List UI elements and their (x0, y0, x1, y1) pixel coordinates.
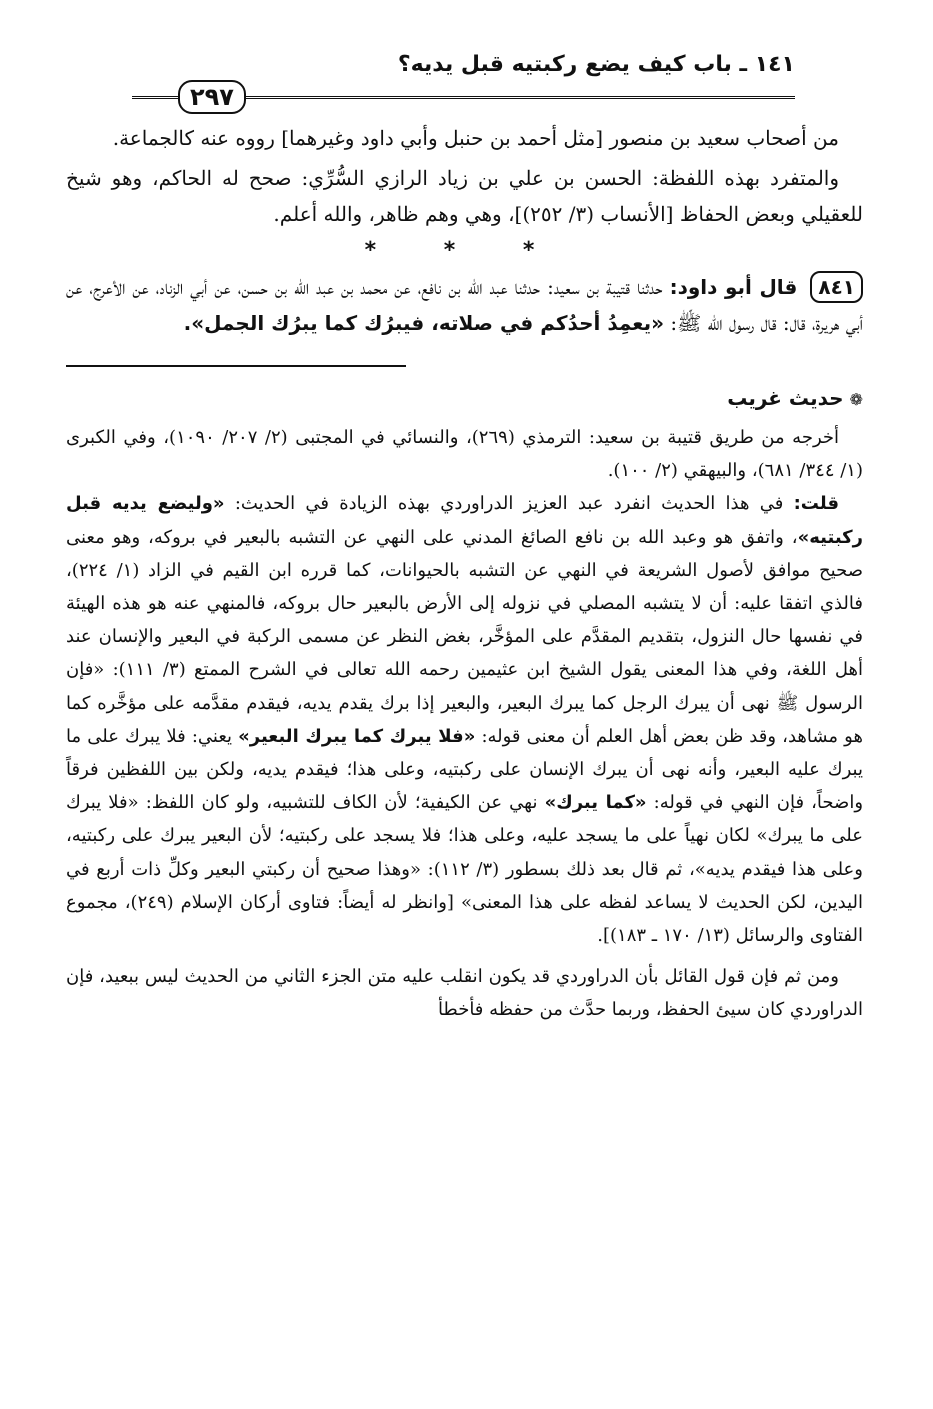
hadith-speaker: قال أبو داود: (669, 275, 798, 299)
commentary-quote-2: «فلا يبرك كما يبرك البعير» (238, 725, 476, 747)
section-separator: * * * (364, 238, 565, 263)
hadith-text: حدثنا قتيبة بن سعيد: حدثنا عبد الله بن نافع، عن محمد بن عبد الله بن حسن، عن أبي الزناد، عن الأعرج، عن أبي هريرة، قال: قال رسول الله ﷺ: (66, 275, 863, 335)
commentary-lead: قلت: (793, 493, 839, 515)
commentary-paragraph (66, 487, 863, 952)
takhrij-paragraph: أخرجه من طريق قتيبة بن سعيد: الترمذي (٢٦٩)، والنسائي في المجتبى (٢/ ٢٠٧/ ١٠٩٠)، وفي الكبرى (١/ ٣٤٤/ ٦٨١)، والبيهقي (٢/ ١٠٠). (66, 427, 863, 482)
hadith-quote: «يعمِدُ أحدُكم في صلاته، فيبرُك كما يبرُك الجمل». (183, 311, 665, 335)
ornament-icon: ❁ (849, 390, 863, 409)
commentary-quote-3: «كما يبرك» (544, 792, 647, 814)
commentary-quote-1: «وليضع يديه قبل ركبتيه» (66, 493, 863, 548)
grade-label: حديث غريب (727, 386, 844, 410)
hadith-number: ٨٤١ (810, 271, 863, 303)
paragraph-1: من أصحاب سعيد بن منصور [مثل أحمد بن حنبل وأبي داود وغيرهما] رووه عنه كالجماعة. (112, 126, 839, 150)
hadith-grade (66, 381, 863, 417)
commentary-text-c: يعني: فلا يبرك على ما يبرك عليه البعير، وأنه نهى أن يبرك الإنسان على ركبتيه، وعلى هذا؛ فيقدم يديه، ولكن بين اللفظين فرقاً واضحاً، فإن النهي في قوله: (66, 725, 864, 814)
commentary-text-b: ، واتفق هو وعبد الله بن نافع الصائغ المدني على النهي عن التشبه بالبعير في بروكه، وهو معنى صحيح موافق لأصول الشريعة في النهي عن التشبه بالحيوانات، كما قرره ابن القيم في الزاد (١/ ٢٢٤)، فالذي اتفقا عليه: أن لا يتشبه المصلي في نزوله إلى الأرض بالبعير حال بروكه، فالمنهي عنه هو هذه الهيئة في نفسها حال النزول، بتقديم المقدَّم على المؤخَّر، بغض النظر عن مسمى الركبة في البعير والإنسان عند أهل اللغة، وفي هذا المعنى يقول الشيخ ابن عثيمين رحمه الله تعالى في الشرح الممتع (٣/ ١١١): «فإن الرسول ﷺ نهى أن يبرك الرجل كما يبرك البعير، والبعير إذا برك يقدم يديه، فيقدم مقدَّمه على مؤخَّره كما هو مشاهد، وقد ظن بعض أهل العلم أن معنى قوله: (66, 526, 864, 747)
commentary-rule (66, 365, 406, 367)
commentary-text-d: نهي عن الكيفية؛ لأن الكاف للتشبيه، ولو كان اللفظ: «فلا يبرك على ما يبرك» لكان نهياً على ما يسجد عليه، وعلى هذا؛ فلا يسجد على ركبتيه؛ لأن البعير يبرك على ركبتيه، وعلى هذا فيقدم يديه»، ثم قال بعد ذلك بسطور (٣/ ١١٢): «وهذا صحيح أن ركبتي البعير وكلِّ ذات أربع في اليدين، لكن الحديث لا يساعد لفظه على هذا المعنى» [وانظر له أيضاً: فتاوى أركان الإسلام (٢٤٩)، مجموع الفتاوى والرسائل (١٣/ ١٧٠ ـ ١٨٣)]. (66, 792, 863, 947)
closing-paragraph: ومن ثم فإن قول القائل بأن الدراوردي قد يكون انقلب عليه متن الجزء الثاني من الحديث ليس ببعيد، فإن الدراوردي كان سيئ الحفظ، وربما حدَّث من حفظه فأخطأ (66, 966, 863, 1021)
running-header (66, 0, 863, 120)
chapter-title: ١٤١ ـ باب كيف يضع ركبتيه قبل يديه؟ (397, 52, 795, 77)
commentary-text-a: في هذا الحديث انفرد عبد العزيز الدراوردي بهذه الزيادة في الحديث: (234, 493, 784, 515)
page-number: ٢٩٧ (178, 80, 246, 114)
hadith-block (66, 269, 863, 341)
paragraph-2: والمتفرد بهذه اللفظة: الحسن بن علي بن زياد الرازي السُّرِّي: صحح له الحاكم، وهو شيخ للعقيلي وبعض الحفاظ [الأنساب (٣/ ٢٥٢)]، وهي وهم ظاهر، والله أعلم. (66, 166, 863, 226)
